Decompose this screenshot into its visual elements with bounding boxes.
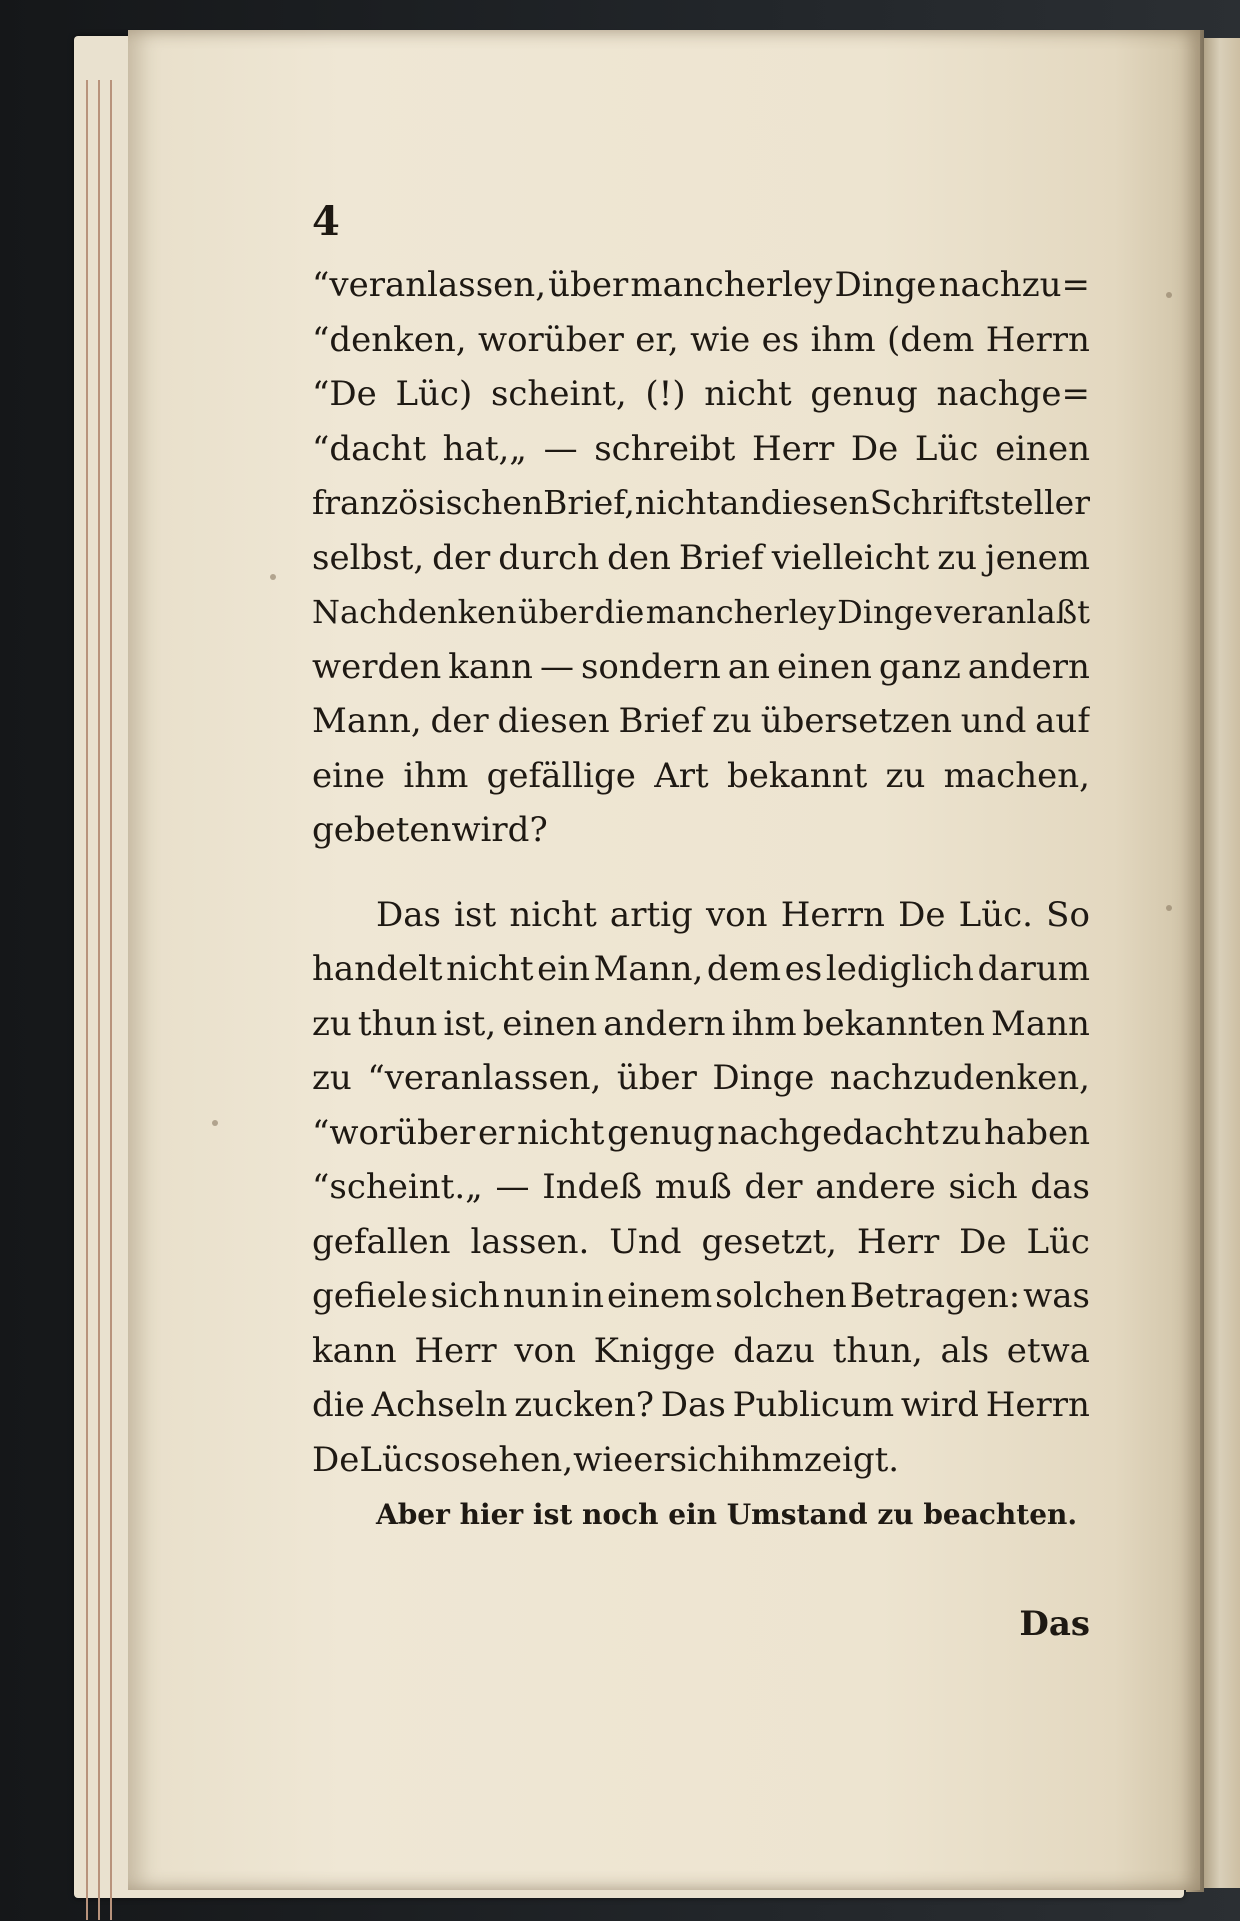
text-line — [312, 1215, 1090, 1270]
word: worüber — [477, 319, 624, 360]
word: sich — [948, 1167, 1018, 1207]
word: Mann — [991, 1003, 1090, 1044]
word: Herrn — [985, 319, 1090, 360]
word: jenem — [985, 537, 1090, 578]
word: ganz — [878, 646, 961, 687]
word: zu — [941, 1112, 982, 1153]
word: So — [1046, 894, 1090, 935]
word: so — [422, 1439, 461, 1480]
text-line — [312, 888, 1090, 943]
word: bekannt — [727, 755, 868, 796]
word: die — [312, 1385, 365, 1425]
word: Lüc) — [395, 374, 473, 414]
word: Herrn — [985, 1385, 1090, 1425]
word: Herr — [414, 1330, 497, 1371]
word: werden — [312, 646, 442, 687]
word: — — [539, 646, 574, 687]
word: mancherley — [645, 593, 836, 631]
word: gefällige — [486, 755, 636, 796]
catchword: Das — [1019, 1604, 1090, 1644]
word: der — [432, 537, 491, 578]
word: Brief, — [543, 483, 635, 522]
text-line — [312, 585, 1090, 640]
word: in — [571, 1276, 605, 1316]
word: das — [1030, 1167, 1090, 1207]
word: Indeß — [542, 1167, 643, 1207]
word: auf — [1035, 701, 1090, 741]
word: Brief — [678, 537, 764, 578]
word: gebeten — [312, 810, 452, 850]
word: was — [1023, 1276, 1090, 1316]
word: machen, — [943, 755, 1090, 796]
word: — — [495, 1167, 530, 1207]
word: Knigge — [593, 1330, 716, 1371]
word: nun — [502, 1276, 569, 1316]
word: ihm — [403, 755, 469, 796]
word: Mann, — [593, 949, 704, 989]
word: “veranlassen, — [312, 265, 546, 305]
text-line — [312, 803, 1090, 858]
word: vielleicht — [771, 537, 930, 578]
word: scheint, — [490, 374, 627, 414]
word: genug — [607, 1112, 715, 1153]
word: wird? — [451, 810, 548, 850]
text-line — [312, 1160, 1090, 1215]
word: Das — [660, 1385, 726, 1425]
word: solchen — [715, 1276, 847, 1316]
page-edge-line — [98, 80, 100, 1920]
word: kann — [448, 646, 533, 687]
word: er, — [635, 319, 679, 360]
text-line — [312, 531, 1090, 586]
word: Lüc — [914, 428, 979, 469]
text-line — [312, 422, 1090, 477]
word: über — [548, 265, 629, 305]
word: lediglich — [825, 949, 974, 989]
word: französischen — [312, 483, 544, 522]
word: als — [940, 1330, 990, 1371]
word: “dacht — [312, 428, 427, 469]
facing-page — [1200, 38, 1240, 1888]
word: eine — [312, 755, 386, 796]
word: artig — [609, 894, 693, 935]
text-line — [312, 1378, 1090, 1433]
text-line — [312, 258, 1090, 313]
word: an — [719, 483, 761, 522]
word: Herrn — [780, 894, 885, 935]
word: wird — [900, 1385, 979, 1425]
word: und — [960, 701, 1027, 741]
word: mancherley — [630, 265, 833, 305]
word: etwa — [1006, 1330, 1090, 1371]
word: zeigt. — [803, 1439, 900, 1480]
word: nicht — [509, 894, 597, 935]
word: ist, — [443, 1003, 497, 1044]
word: der — [744, 1167, 803, 1207]
word: darum — [977, 949, 1090, 989]
word: Schriftsteller — [869, 483, 1090, 522]
word: De — [312, 1439, 360, 1480]
word: Das — [376, 894, 441, 935]
text-line — [312, 313, 1090, 368]
paper-speck — [1166, 905, 1172, 911]
word: wie — [690, 319, 751, 360]
word: ein — [537, 949, 590, 989]
word: — — [543, 428, 578, 469]
word: nachzu= — [938, 265, 1090, 305]
word: nachge= — [936, 374, 1090, 414]
page-edge-line — [86, 80, 88, 1920]
word: zucken? — [514, 1385, 654, 1425]
word: an — [727, 646, 770, 687]
word: zu — [937, 537, 978, 578]
word: nicht — [517, 1112, 605, 1153]
word: ihm — [731, 1003, 797, 1044]
word: zu — [712, 701, 752, 741]
word: Und — [609, 1221, 682, 1262]
text-line — [312, 367, 1090, 422]
word: sich — [430, 1276, 500, 1316]
word: von — [514, 1330, 576, 1371]
word: er — [477, 1112, 515, 1153]
word: thun — [357, 1003, 438, 1044]
word: diesen — [760, 483, 870, 522]
word: von — [705, 894, 768, 935]
word: Lüc. — [958, 894, 1033, 935]
paragraph-2 — [312, 888, 1090, 1488]
word: handelt — [312, 949, 443, 989]
paper-speck — [270, 574, 276, 580]
word: durch — [498, 537, 600, 578]
word: gefiele — [312, 1276, 428, 1316]
word: Brief — [618, 701, 704, 741]
text-line — [312, 1269, 1090, 1324]
word: Dinge — [712, 1058, 815, 1098]
word: die — [594, 593, 645, 631]
word: “worüber — [312, 1112, 476, 1153]
word: De — [959, 1221, 1007, 1262]
word: einen — [776, 646, 872, 687]
word: diesen — [497, 701, 610, 741]
word: gefallen — [312, 1221, 451, 1262]
word: sondern — [580, 646, 721, 687]
word: schreibt — [594, 428, 736, 469]
word: Herr — [751, 428, 835, 469]
text-line — [312, 942, 1090, 997]
text-line — [312, 1106, 1090, 1161]
word: sich — [669, 1439, 739, 1480]
word: De — [898, 894, 946, 935]
word: (!) — [645, 374, 686, 414]
text-line — [312, 1324, 1090, 1379]
word: es — [761, 319, 800, 360]
word: ihm — [810, 319, 876, 360]
word: Mann, — [312, 701, 422, 741]
word: einem — [606, 1276, 713, 1316]
word: andern — [603, 1003, 726, 1044]
word: nicht — [634, 483, 720, 522]
word: selbst, — [312, 537, 425, 578]
word: andere — [815, 1167, 936, 1207]
word: über — [616, 1058, 697, 1098]
word: lassen. — [470, 1221, 590, 1262]
word: zu — [312, 1003, 352, 1044]
word: ihm — [738, 1439, 804, 1480]
word: bekannten — [802, 1003, 985, 1044]
word: muß — [654, 1167, 732, 1207]
word: De — [850, 428, 899, 469]
paper-speck — [212, 1120, 218, 1126]
text-line — [312, 694, 1090, 749]
word: “De — [312, 374, 377, 414]
word: Achseln — [371, 1385, 508, 1425]
closing-line: Aber hier ist noch ein Umstand zu beachten. — [376, 1498, 1078, 1531]
word: übersetzen — [760, 701, 952, 741]
word: es — [784, 949, 823, 989]
word: “denken, — [312, 319, 467, 360]
word: Lüc — [1026, 1221, 1090, 1262]
word: wie — [573, 1439, 634, 1480]
word: zu — [885, 755, 926, 796]
word: Betragen: — [849, 1276, 1021, 1316]
body-text — [312, 258, 1090, 1487]
word: den — [607, 537, 671, 578]
page-number: 4 — [312, 198, 340, 245]
word: thun, — [832, 1330, 923, 1371]
word: dazu — [733, 1330, 815, 1371]
word: zu — [312, 1058, 352, 1098]
word: genug — [810, 374, 918, 414]
word: “veranlassen, — [367, 1058, 602, 1098]
paragraph-1 — [312, 258, 1090, 858]
word: nachzudenken, — [829, 1058, 1090, 1098]
word: Publicum — [732, 1385, 895, 1425]
text-line — [312, 1051, 1090, 1106]
word: kann — [312, 1330, 397, 1371]
word: Dinge — [837, 593, 934, 631]
word: einen — [502, 1003, 598, 1044]
word: andern — [967, 646, 1090, 687]
word: “scheint.„ — [312, 1167, 483, 1207]
text-line — [312, 997, 1090, 1052]
word: nachgedacht — [717, 1112, 939, 1153]
word: veranlaßt — [934, 593, 1090, 631]
word: Herr — [856, 1221, 940, 1262]
paragraph-gap — [312, 858, 1090, 888]
word: dem — [706, 949, 782, 989]
word: einen — [995, 428, 1090, 469]
word: hat,„ — [442, 428, 527, 469]
page-edge-line — [110, 80, 112, 1920]
text-line — [312, 476, 1090, 531]
paper-speck — [1166, 292, 1172, 298]
word: Art — [654, 755, 709, 796]
word: Lüc — [359, 1439, 423, 1480]
word: er — [633, 1439, 670, 1480]
word: Nachdenken — [312, 593, 517, 631]
word: der — [430, 701, 489, 741]
word: nicht — [704, 374, 792, 414]
text-line — [312, 640, 1090, 695]
text-line — [312, 1433, 1090, 1488]
word: (dem — [886, 319, 975, 360]
word: nicht — [446, 949, 534, 989]
word: haben — [984, 1112, 1090, 1153]
word: über — [517, 593, 594, 631]
word: gesetzt, — [701, 1221, 837, 1262]
text-line — [312, 749, 1090, 804]
word: Dinge — [834, 265, 937, 305]
word: ist — [454, 894, 497, 935]
word: sehen, — [460, 1439, 574, 1480]
